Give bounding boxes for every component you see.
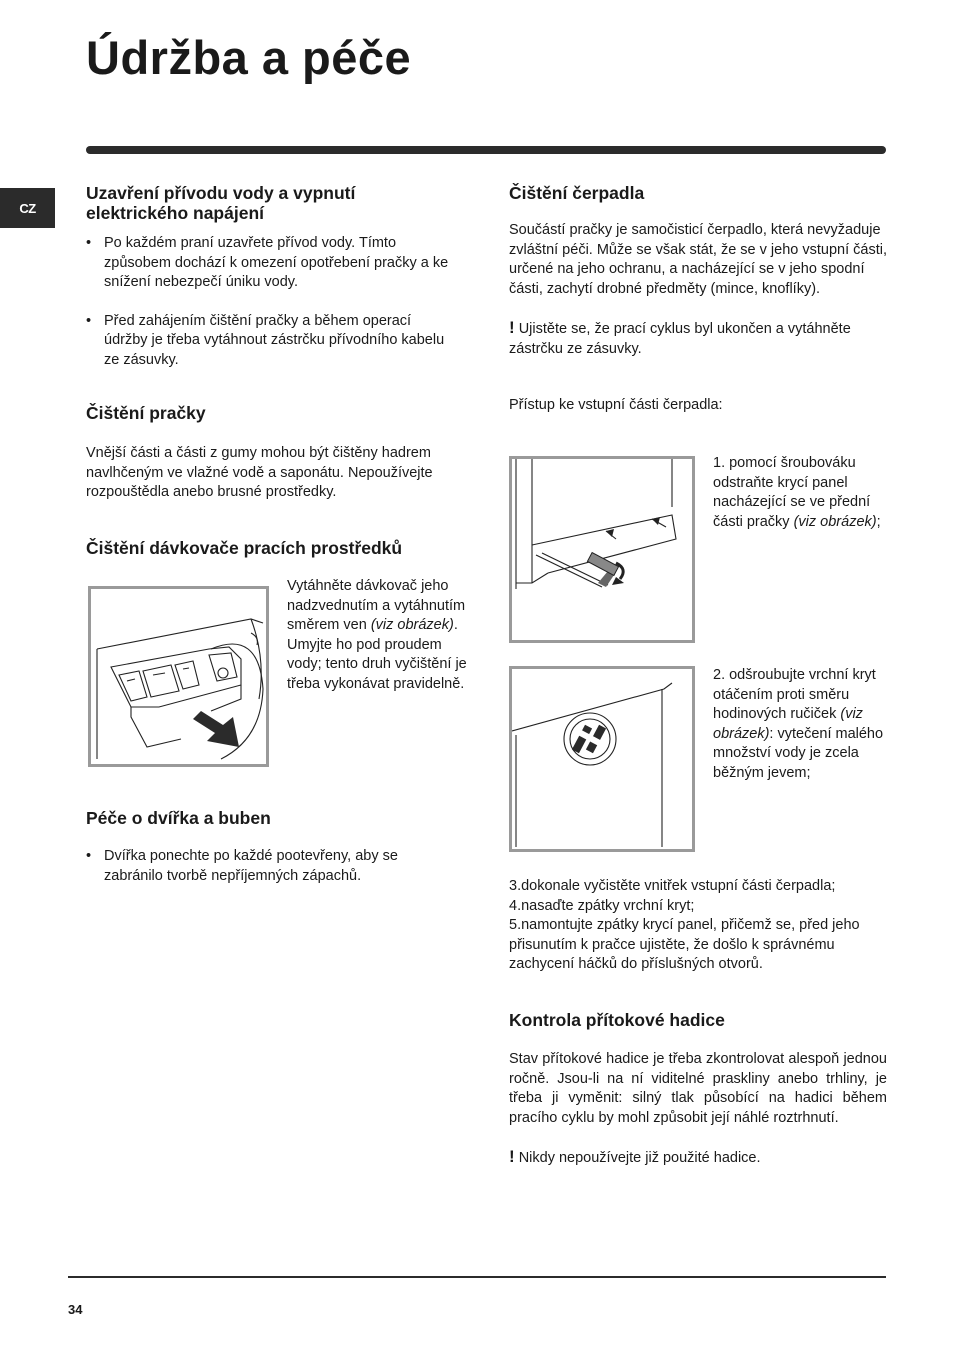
list-item: • Po každém praní uzavřete přívod vody. Tímto způsobem dochází k omezení opotřebení pračky a ke snížení nebezpečí úniku vody. — [86, 234, 454, 293]
section-heading: Čištění čerpadla — [509, 183, 645, 203]
bullet-list — [86, 234, 466, 370]
step-text: 1. pomocí šroubováku odstraňte krycí panel nacházející se ve přední části pračky — [713, 455, 871, 530]
panel-removal-illustration — [512, 459, 692, 640]
step-text: 3.dokonale vyčistěte vnitřek vstupní části čerpadla; — [509, 878, 836, 894]
warning-icon: ! — [509, 318, 515, 337]
section-pump — [509, 183, 887, 416]
section-heading: Péče o dvířka a buben — [86, 808, 271, 828]
section-heading: Uzavření přívodu vody a vypnutí elektrického napájení — [86, 183, 356, 223]
pump-step-2 — [713, 666, 888, 783]
figure-reference: (viz obrázek) — [793, 513, 877, 530]
dispenser-text — [287, 577, 467, 694]
section-heading: Čištění dávkovače pracích prostředků — [86, 538, 403, 558]
cover-unscrew-illustration — [512, 669, 692, 849]
step-text: : vytečení malého množství vody je zcela běžným jevem; — [713, 725, 884, 781]
punctuation: ; — [876, 513, 881, 530]
list-item: • Před zahájením čištění pračky a během operací údržby je třeba vytáhnout zástrčku přívodního kabelu ze zásuvky. — [86, 312, 454, 371]
warning-text: Nikdy nepoužívejte již použité hadice. — [518, 1150, 761, 1166]
section-water-power — [86, 183, 466, 370]
page-number: 34 — [68, 1302, 83, 1317]
pump-panel-figure — [509, 456, 695, 643]
warning-icon: ! — [509, 1147, 515, 1166]
section-hose — [509, 1010, 887, 1169]
top-rule — [86, 146, 886, 154]
pump-steps-3-5 — [509, 877, 887, 975]
step-text: 4.nasaďte zpátky vrchní kryt; — [509, 897, 695, 914]
list-item: • Dvířka ponechte po každé pootevřeny, aby se zabránilo tvorbě nepříjemných zápachů. — [86, 847, 454, 886]
page-title: Údržba a péče — [86, 31, 412, 84]
step-text: 5.namontujte zpátky krycí panel, přičemž se, před jeho přisunutím k pračce ujistěte, že došlo k správnému zachycení háčků do příslušných otvorů. — [509, 917, 860, 972]
paragraph: Přístup ke vstupní části čerpadla: — [509, 397, 723, 413]
paragraph: Umyjte ho pod proudem vody; tento druh vyčištění je třeba vykonávat pravidelně. — [287, 636, 467, 692]
pump-cover-figure — [509, 666, 695, 852]
section-heading: Kontrola přítokové hadice — [509, 1010, 725, 1030]
pump-step-1 — [713, 454, 888, 532]
section-heading: Čištění pračky — [86, 403, 206, 423]
figure-reference: (viz obrázek) — [713, 706, 863, 742]
section-dispenser — [86, 538, 466, 558]
section-washer-cleaning — [86, 403, 466, 503]
dispenser-illustration — [91, 589, 266, 764]
dispenser-figure — [88, 586, 269, 767]
warning-text: Ujistěte se, že prací cyklus byl ukončen a vytáhněte zástrčku ze zásuvky. — [509, 321, 851, 357]
paragraph: Vytáhněte dávkovač jeho nadzvednutím a vytáhnutím směrem ven — [287, 578, 466, 633]
punctuation: . — [453, 617, 458, 633]
figure-reference: (viz obrázek) — [370, 617, 454, 633]
bullet-list — [86, 847, 466, 886]
step-text: 2. odšroubujte vrchní kryt otáčením proti směru hodinových ručiček — [713, 667, 876, 722]
paragraph: Stav přítokové hadice je třeba zkontrolovat alespoň jednou ročně. Jsou-li na ní viditelné praskliny anebo trhliny, je třeba ji vyměnit: silný tlak působící na hadici během pracího cyklu by mohl způsobit její náhlé roztrhnutí. — [509, 1051, 887, 1126]
language-tab: CZ — [0, 188, 55, 228]
footer-rule — [68, 1276, 886, 1278]
paragraph: Součástí pračky je samočisticí čerpadlo, která nevyžaduje zvláštní péči. Může se však stát, že se v jeho vstupní části, určené na jeho ochranu, a nacházející se v jeho spodní části, zachytí drobné předměty (mince, knoflíky). — [509, 222, 887, 297]
paragraph: Vnější části a části z gumy mohou být čištěny hadrem navlhčeným ve vlažné vodě a saponátu. Nepoužívejte rozpouštědla anebo brusné prostředky. — [86, 445, 433, 500]
section-door-drum — [86, 808, 466, 886]
